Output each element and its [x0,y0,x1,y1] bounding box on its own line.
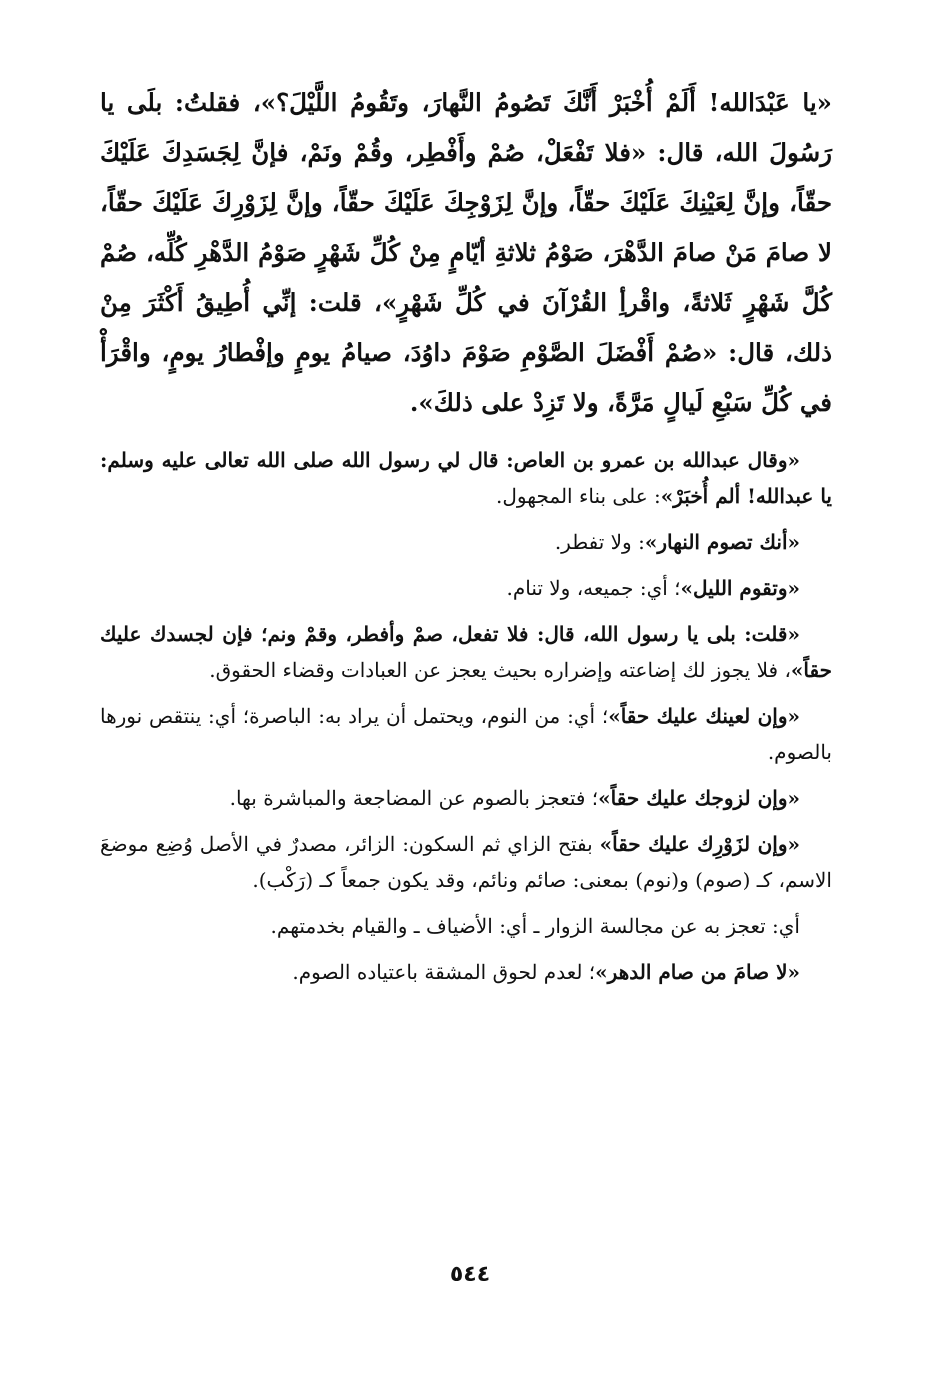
explanation-text: ، فلا يجوز لك إضاعته وإضراره بحيث يعجز عن العبادات وقضاء الحقوق. [209,658,791,682]
page-number: ٥٤٤ [449,1262,491,1287]
page-body [100,78,832,1000]
explanation-text: بفتح الزاي ثم السكون: الزائر، مصدرٌ في الأصل وُضِع موضعَ الاسم، كـ (صوم) و(نوم) بمعنى: صائم ونائم، وقد يكون جمعاً كـ (رَكْب). [100,832,832,892]
explanation-text: ؛ أي: جميعه، ولا تنام. [506,576,681,600]
commentary-paragraph [100,616,832,688]
commentary-paragraph [100,780,832,816]
explanation-text: : ولا تفطر. [554,530,645,554]
quoted-text: «أنك تصوم النهار» [644,530,800,554]
quoted-text: «قلت: بلى يا رسول الله، قال: فلا تفعل، صمْ وأفطر، وقمْ ونم؛ فإن لجسدك عليك حقاً» [100,622,832,682]
explanation-text: : على بناء المجهول. [496,484,661,508]
quoted-text: «وإن لزوجك عليك حقاً» [598,786,800,810]
commentary-paragraph [100,954,832,990]
explanation-text: ؛ فتعجز بالصوم عن المضاجعة والمباشرة بها. [229,786,599,810]
quoted-text: «لا صامَ من صام الدهر» [595,960,800,984]
quoted-text: «وإن لزَوْرِك عليك حقاً» [599,832,800,856]
commentary-paragraph [100,908,832,944]
explanation-text: ؛ أي: من النوم، ويحتمل أن يراد به: الباصرة؛ أي: ينتقص نورها بالصوم. [100,704,832,764]
quoted-text: «وإن لعينك عليك حقاً» [608,704,801,728]
quoted-text: «وتقوم الليل» [680,576,800,600]
commentary-paragraph [100,698,832,770]
commentary-paragraph [100,826,832,898]
explanation-text: أي: تعجز به عن مجالسة الزوار ـ أي: الأضياف ـ والقيام بخدمتهم. [270,914,800,938]
commentary-paragraph [100,524,832,560]
hadith-text: «يا عَبْدَالله! أَلَمْ أُخْبَرْ أَنَّكَ تَصُومُ النَّهارَ، وتَقُومُ اللَّيْلَ؟»، فقلتُ: بلَى يا رَسُولَ الله، قال: «فلا تَفْعَلْ، صُمْ وأَفْطِر، وقُمْ ونَمْ، فإنَّ لِجَسَدِكَ عَلَيْكَ حقّاً، وإنَّ لِعَيْنِكَ عَلَيْكَ حقّاً، وإنَّ لِزَوْجِكَ عَلَيْكَ حقّاً، وإنَّ لِزَوْرِكَ عَلَيْكَ حقّاً، لا صامَ مَنْ صامَ الدَّهْرَ، صَوْمُ ثلاثةِ أيّامٍ مِنْ كُلِّ شَهْرٍ صَوْمُ الدَّهْرِ كُلِّه، صُمْ كُلَّ شَهْرٍ ثَلاثةً، واقْرأِ القُرْآنَ في كُلِّ شَهْرٍ»، قلت: إنِّي أُطِيقُ أَكْثَرَ مِنْ ذلك، قال: «صُمْ أَفْضَلَ الصَّوْمِ صَوْمَ داوُدَ، صيامُ يومٍ وإفْطارُ يومٍ، واقْرَأْ في كُلِّ سَبْعِ لَيالٍ مَرَّةً، ولا تَزِدْ على ذلكَ». [100,88,832,417]
quoted-text: «وقال عبدالله بن عمرو بن العاص: قال لي رسول الله صلى الله تعالى عليه وسلم: يا عبدالله! ألم أُخبَرْ» [100,448,832,508]
commentary-paragraph [100,570,832,606]
explanation-text: ؛ لعدم لحوق المشقة باعتياده الصوم. [292,960,596,984]
commentary-paragraph [100,442,832,514]
